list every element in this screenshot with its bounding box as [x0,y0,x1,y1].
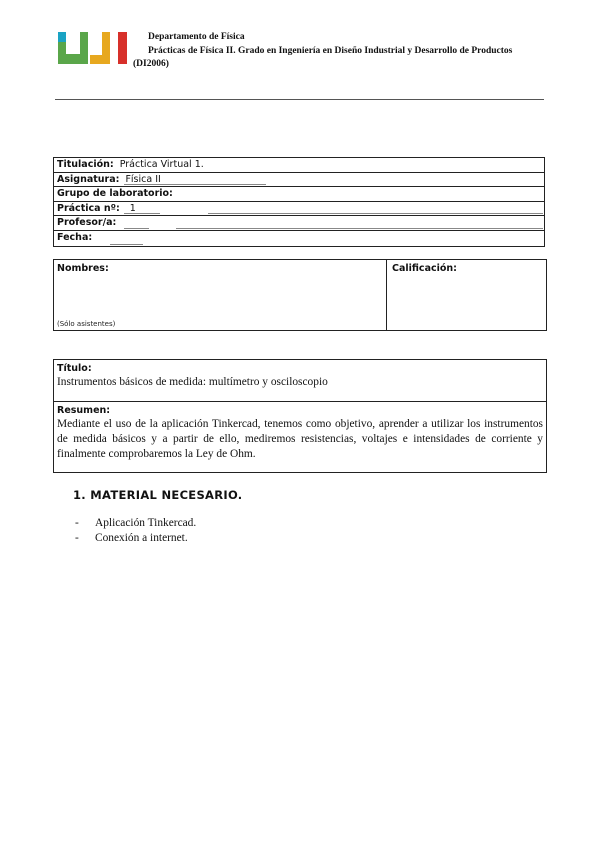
nombres-label: Nombres: [57,263,109,274]
list-item-text: Conexión a internet. [95,532,188,544]
uji-logo [56,30,132,66]
subject-name: Prácticas de Física II. [148,46,236,56]
material-list [75,516,196,546]
title-summary-box [53,359,547,473]
header-text [148,30,512,58]
calificacion-label: Calificación: [392,263,457,274]
grupo-label: Grupo de laboratorio: [57,188,173,200]
fecha-label: Fecha: [57,231,93,243]
asignatura-underline [124,184,266,185]
titulo-section [54,360,546,402]
practica-label: Práctica nº: [57,202,120,214]
list-item [75,531,196,546]
names-box [53,259,547,331]
titulacion-label: Titulación: [57,159,114,170]
fecha-underline [110,244,143,245]
info-row-asignatura [54,173,544,188]
logo-letter-i [118,32,127,64]
titulacion-value[interactable]: Práctica Virtual 1. [119,159,204,170]
profesor-underline-1 [124,228,149,229]
asignatura-label: Asignatura: [57,173,120,185]
course-code: (DI2006) [133,59,169,69]
info-row-profesor [54,216,544,231]
practica-value[interactable]: 1 [129,202,136,214]
titulo-label: Título: [57,363,92,374]
info-table [53,157,545,247]
profesor-underline-2 [176,228,543,229]
practica-underline-1 [124,213,160,214]
profesor-label: Profesor/a: [57,217,117,229]
logo-letter-u-accent [58,32,66,42]
titulo-text: Instrumentos básicos de medida: multímetro y osciloscopio [57,376,328,388]
logo-letter-j [90,32,110,64]
list-item [75,516,196,531]
asignatura-value[interactable]: Física II [125,173,161,185]
info-row-titulacion [54,158,544,173]
department-name: Departamento de Física [148,32,245,42]
subject-line [148,44,512,58]
nombres-note: (Sólo asistentes) [57,320,116,328]
resumen-label: Resumen: [57,405,111,416]
header-divider [55,99,544,100]
nombres-cell[interactable] [54,260,387,330]
info-row-fecha [54,231,544,246]
resumen-text: Mediante el uso de la aplicación Tinkercad, tenemos como objetivo, aprender a utilizar los instrumentos de medida básicos y a partir de ello, mediremos resistencias, voltajes e intensidades de corriente y finalmente comprobaremos la Ley de Ohm. [57,418,543,460]
info-row-practica [54,202,544,217]
practica-underline-2 [208,213,543,214]
list-item-text: Aplicación Tinkercad. [95,517,197,529]
degree-name: Grado en Ingeniería en Diseño Industrial y Desarrollo de Productos [237,46,513,56]
list-bullet: - [75,532,79,544]
info-row-grupo [54,187,544,202]
section-heading: 1. MATERIAL NECESARIO. [73,488,243,502]
list-bullet: - [75,517,79,529]
